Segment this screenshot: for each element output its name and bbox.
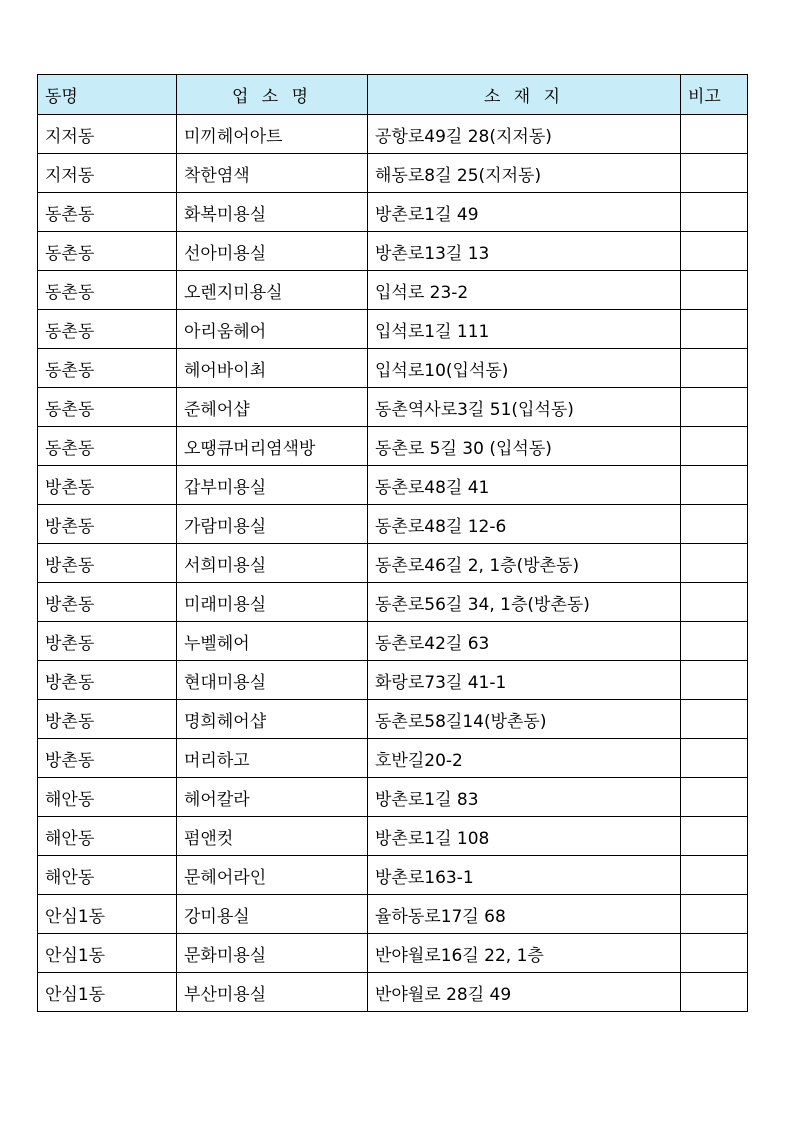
cell-business-name: 누벨헤어: [177, 622, 368, 661]
cell-note: [681, 973, 748, 1012]
cell-business-name: 부산미용실: [177, 973, 368, 1012]
salon-list-table: [37, 74, 748, 1012]
cell-address: 입석로1길 111: [368, 310, 681, 349]
header-address: 소 재 지: [368, 75, 681, 115]
cell-business-name: 착한염색: [177, 154, 368, 193]
cell-note: [681, 856, 748, 895]
table-row: [38, 427, 748, 466]
cell-business-name: 아리움헤어: [177, 310, 368, 349]
table-row: [38, 388, 748, 427]
cell-dong: 방촌동: [38, 544, 177, 583]
cell-dong: 지저동: [38, 115, 177, 154]
table-row: [38, 310, 748, 349]
cell-business-name: 현대미용실: [177, 661, 368, 700]
header-business-name: 업 소 명: [177, 75, 368, 115]
cell-address: 반야월로16길 22, 1층: [368, 934, 681, 973]
table-row: [38, 505, 748, 544]
table-row: [38, 193, 748, 232]
cell-note: [681, 934, 748, 973]
cell-business-name: 서희미용실: [177, 544, 368, 583]
cell-dong: 동촌동: [38, 388, 177, 427]
cell-address: 동촌로48길 12-6: [368, 505, 681, 544]
table-body: [38, 115, 748, 1012]
cell-address: 화랑로73길 41-1: [368, 661, 681, 700]
cell-business-name: 준헤어샵: [177, 388, 368, 427]
cell-note: [681, 310, 748, 349]
cell-address: 호반길20-2: [368, 739, 681, 778]
cell-address: 반야월로 28길 49: [368, 973, 681, 1012]
cell-note: [681, 115, 748, 154]
table-row: [38, 973, 748, 1012]
cell-business-name: 헤어칼라: [177, 778, 368, 817]
table-row: [38, 778, 748, 817]
cell-address: 방촌로1길 108: [368, 817, 681, 856]
cell-dong: 동촌동: [38, 310, 177, 349]
cell-business-name: 갑부미용실: [177, 466, 368, 505]
header-dong: 동명: [38, 75, 177, 115]
cell-note: [681, 817, 748, 856]
cell-business-name: 머리하고: [177, 739, 368, 778]
table-row: [38, 622, 748, 661]
cell-address: 율하동로17길 68: [368, 895, 681, 934]
table-row: [38, 934, 748, 973]
cell-dong: 방촌동: [38, 583, 177, 622]
header-note: 비고: [681, 75, 748, 115]
table-row: [38, 115, 748, 154]
cell-note: [681, 271, 748, 310]
cell-address: 동촌로48길 41: [368, 466, 681, 505]
cell-address: 해동로8길 25(지저동): [368, 154, 681, 193]
cell-business-name: 화복미용실: [177, 193, 368, 232]
cell-note: [681, 895, 748, 934]
cell-business-name: 오렌지미용실: [177, 271, 368, 310]
cell-address: 방촌로13길 13: [368, 232, 681, 271]
cell-business-name: 오땡큐머리염색방: [177, 427, 368, 466]
cell-dong: 안심1동: [38, 895, 177, 934]
cell-address: 동촌로56길 34, 1층(방촌동): [368, 583, 681, 622]
cell-note: [681, 622, 748, 661]
table-row: [38, 817, 748, 856]
table-row: [38, 739, 748, 778]
table-row: [38, 271, 748, 310]
cell-business-name: 문화미용실: [177, 934, 368, 973]
table-row: [38, 700, 748, 739]
table-row: [38, 154, 748, 193]
table-row: [38, 349, 748, 388]
cell-address: 입석로10(입석동): [368, 349, 681, 388]
cell-note: [681, 739, 748, 778]
cell-business-name: 미끼헤어아트: [177, 115, 368, 154]
cell-dong: 동촌동: [38, 271, 177, 310]
cell-dong: 안심1동: [38, 973, 177, 1012]
cell-address: 방촌로1길 49: [368, 193, 681, 232]
cell-dong: 안심1동: [38, 934, 177, 973]
cell-note: [681, 427, 748, 466]
cell-dong: 방촌동: [38, 505, 177, 544]
cell-business-name: 강미용실: [177, 895, 368, 934]
cell-note: [681, 232, 748, 271]
cell-address: 동촌역사로3길 51(입석동): [368, 388, 681, 427]
cell-dong: 동촌동: [38, 232, 177, 271]
cell-business-name: 문헤어라인: [177, 856, 368, 895]
cell-dong: 해안동: [38, 778, 177, 817]
cell-dong: 방촌동: [38, 700, 177, 739]
header-row: [38, 75, 748, 115]
table-row: [38, 544, 748, 583]
cell-address: 동촌로42길 63: [368, 622, 681, 661]
cell-address: 방촌로1길 83: [368, 778, 681, 817]
cell-dong: 동촌동: [38, 349, 177, 388]
cell-business-name: 헤어바이최: [177, 349, 368, 388]
cell-business-name: 명희헤어샵: [177, 700, 368, 739]
cell-note: [681, 505, 748, 544]
cell-note: [681, 154, 748, 193]
table-row: [38, 895, 748, 934]
cell-note: [681, 193, 748, 232]
cell-address: 동촌로46길 2, 1층(방촌동): [368, 544, 681, 583]
table-header: [38, 75, 748, 115]
table-row: [38, 856, 748, 895]
cell-address: 방촌로163-1: [368, 856, 681, 895]
cell-note: [681, 583, 748, 622]
table-row: [38, 583, 748, 622]
cell-note: [681, 388, 748, 427]
cell-dong: 동촌동: [38, 193, 177, 232]
cell-note: [681, 544, 748, 583]
cell-address: 동촌로 5길 30 (입석동): [368, 427, 681, 466]
table-row: [38, 232, 748, 271]
cell-business-name: 미래미용실: [177, 583, 368, 622]
cell-dong: 지저동: [38, 154, 177, 193]
cell-dong: 방촌동: [38, 466, 177, 505]
cell-note: [681, 661, 748, 700]
cell-note: [681, 778, 748, 817]
cell-address: 입석로 23-2: [368, 271, 681, 310]
cell-note: [681, 700, 748, 739]
cell-dong: 해안동: [38, 856, 177, 895]
table-row: [38, 466, 748, 505]
cell-dong: 방촌동: [38, 622, 177, 661]
cell-dong: 방촌동: [38, 739, 177, 778]
cell-business-name: 펌앤컷: [177, 817, 368, 856]
cell-dong: 방촌동: [38, 661, 177, 700]
cell-business-name: 가람미용실: [177, 505, 368, 544]
table-row: [38, 661, 748, 700]
cell-business-name: 선아미용실: [177, 232, 368, 271]
document-page: [37, 74, 747, 1012]
cell-note: [681, 466, 748, 505]
cell-address: 동촌로58길14(방촌동): [368, 700, 681, 739]
cell-note: [681, 349, 748, 388]
cell-address: 공항로49길 28(지저동): [368, 115, 681, 154]
cell-dong: 동촌동: [38, 427, 177, 466]
cell-dong: 해안동: [38, 817, 177, 856]
